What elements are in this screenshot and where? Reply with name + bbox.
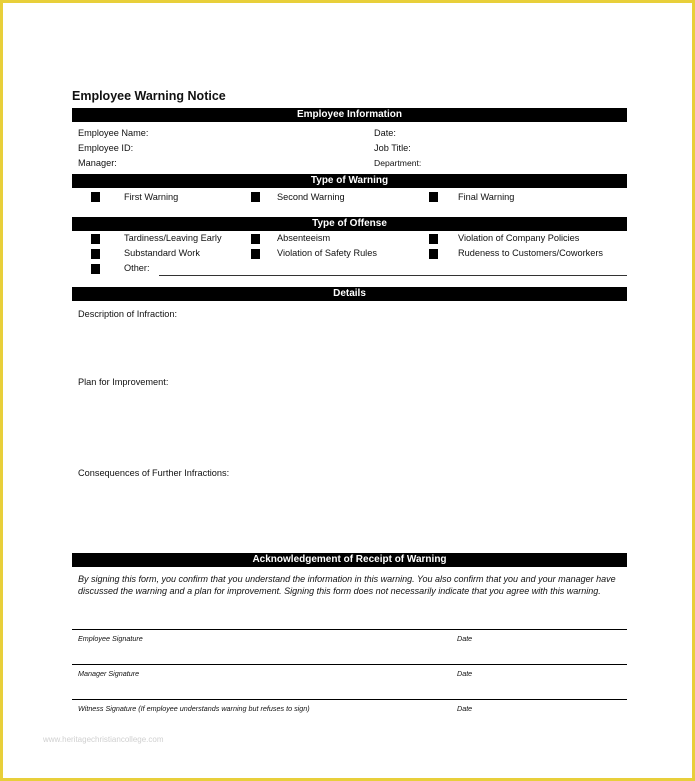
other-offense-checkbox[interactable] bbox=[91, 264, 100, 274]
employee-date-label: Date bbox=[457, 634, 473, 643]
section-header-details: Details bbox=[72, 287, 627, 301]
tardiness-label: Tardiness/Leaving Early bbox=[124, 233, 222, 243]
manager-signature-line[interactable] bbox=[72, 664, 627, 665]
plan-label: Plan for Improvement: bbox=[78, 377, 169, 387]
other-offense-label: Other: bbox=[124, 263, 150, 273]
employee-id-label: Employee ID: bbox=[78, 143, 134, 153]
consequences-label: Consequences of Further Infractions: bbox=[78, 468, 230, 478]
first-warning-label: First Warning bbox=[124, 192, 179, 202]
section-header-employee-information: Employee Information bbox=[72, 108, 627, 122]
second-warning-label: Second Warning bbox=[277, 192, 345, 202]
final-warning-label: Final Warning bbox=[458, 192, 515, 202]
witness-signature-line[interactable] bbox=[72, 699, 627, 700]
description-label: Description of Infraction: bbox=[78, 309, 178, 319]
employee-name-label: Employee Name: bbox=[78, 128, 149, 138]
absenteeism-checkbox[interactable] bbox=[251, 234, 260, 244]
employee-signature-label: Employee Signature bbox=[78, 634, 143, 643]
tardiness-checkbox[interactable] bbox=[91, 234, 100, 244]
policy-violation-label: Violation of Company Policies bbox=[458, 233, 580, 243]
witness-signature-label: Witness Signature (If employee understands warning but refuses to sign) bbox=[78, 704, 310, 713]
manager-date-label: Date bbox=[457, 669, 473, 678]
first-warning-checkbox[interactable] bbox=[91, 192, 100, 202]
section-header-acknowledgement: Acknowledgement of Receipt of Warning bbox=[72, 553, 627, 567]
job-title-label: Job Title: bbox=[374, 143, 411, 153]
policy-violation-checkbox[interactable] bbox=[429, 234, 438, 244]
final-warning-checkbox[interactable] bbox=[429, 192, 438, 202]
rudeness-checkbox[interactable] bbox=[429, 249, 438, 259]
other-offense-line[interactable] bbox=[159, 275, 627, 276]
absenteeism-label: Absenteeism bbox=[277, 233, 331, 243]
page-title: Employee Warning Notice bbox=[72, 89, 226, 103]
manager-signature-label: Manager Signature bbox=[78, 669, 140, 678]
safety-violation-checkbox[interactable] bbox=[251, 249, 260, 259]
manager-label: Manager: bbox=[78, 158, 117, 168]
safety-violation-label: Violation of Safety Rules bbox=[277, 248, 377, 258]
department-label: Department: bbox=[374, 158, 422, 168]
employee-signature-line[interactable] bbox=[72, 629, 627, 630]
second-warning-checkbox[interactable] bbox=[251, 192, 260, 202]
substandard-work-checkbox[interactable] bbox=[91, 249, 100, 259]
witness-date-label: Date bbox=[457, 704, 473, 713]
acknowledgement-text: By signing this form, you confirm that you understand the information in this warning. You also confirm that you and your manager have discussed the warning and a plan for improvement. Signing this form does not necessarily indicate that you agree with this warning. bbox=[78, 574, 616, 596]
section-header-type-of-offense: Type of Offense bbox=[72, 217, 627, 231]
watermark: www.heritagechristiancollege.com bbox=[43, 735, 164, 744]
substandard-work-label: Substandard Work bbox=[124, 248, 200, 258]
date-label: Date: bbox=[374, 128, 396, 138]
rudeness-label: Rudeness to Customers/Coworkers bbox=[458, 248, 604, 258]
section-header-type-of-warning: Type of Warning bbox=[72, 174, 627, 188]
